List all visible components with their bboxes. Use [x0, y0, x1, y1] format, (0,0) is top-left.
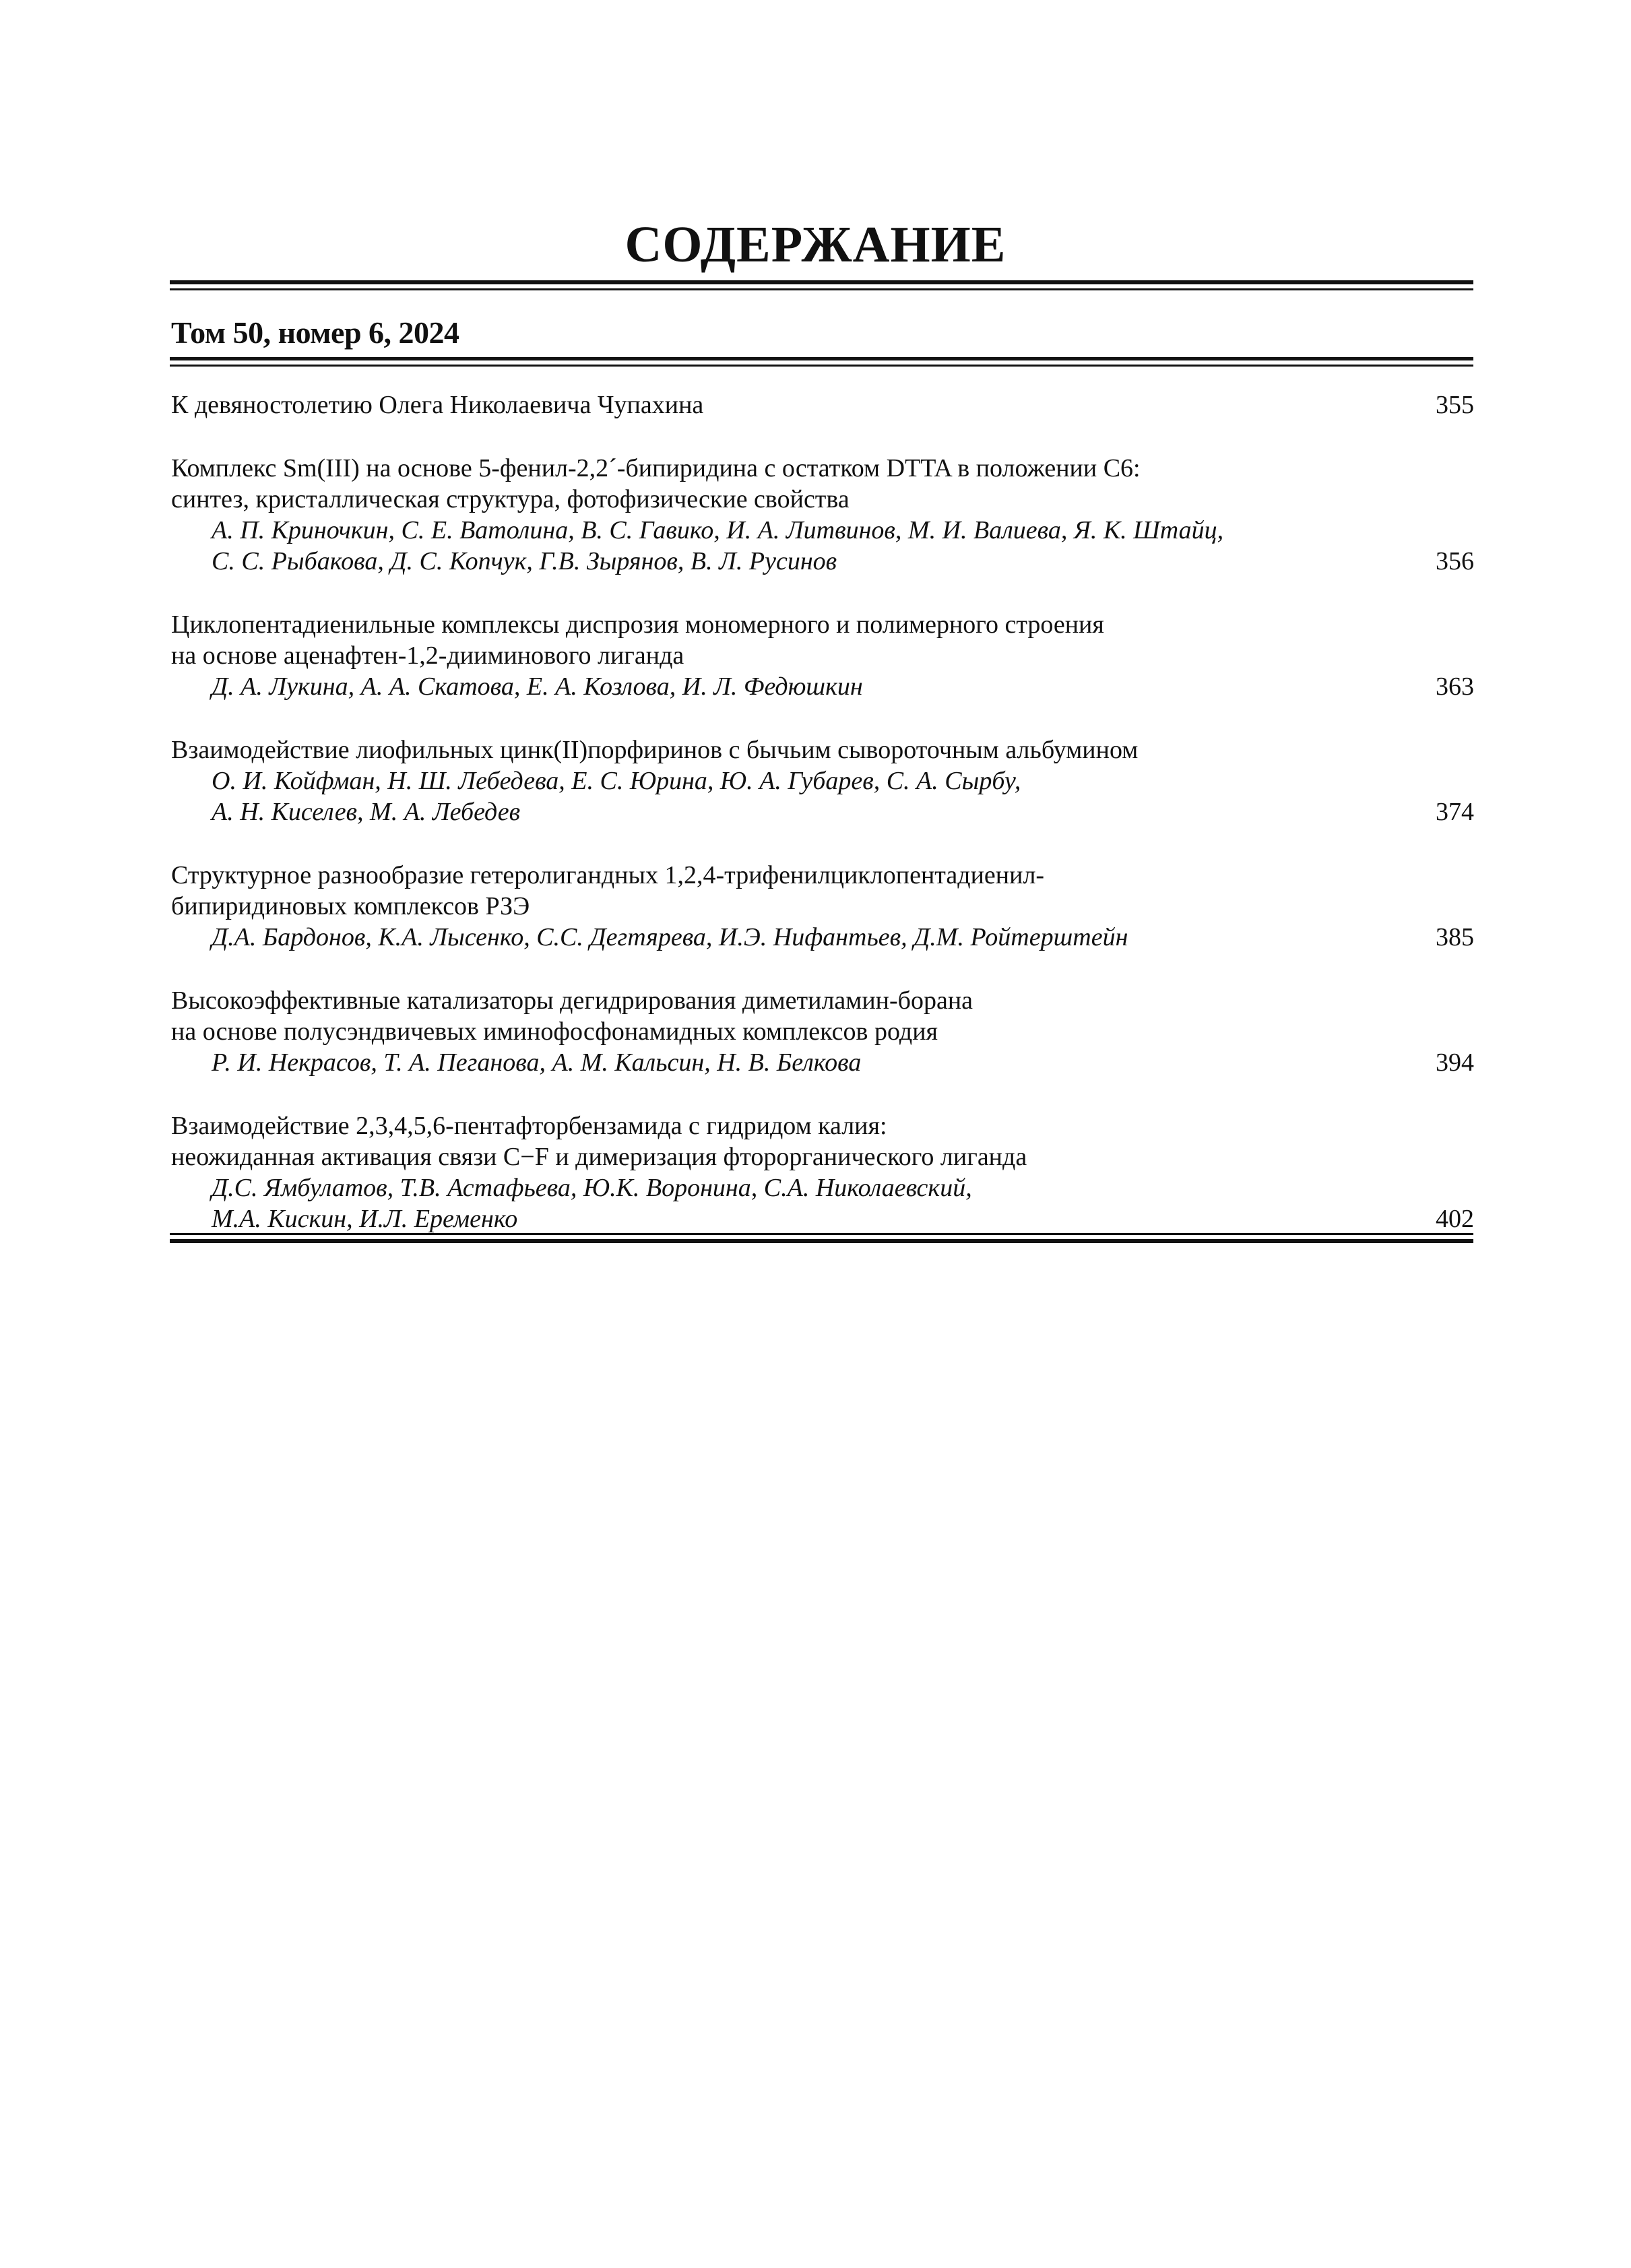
toc-entry[interactable] — [171, 734, 1474, 827]
article-title-line: Высокоэффективные катализаторы дегидрирования диметиламин-борана — [171, 986, 973, 1015]
article-title-line: бипиридиновых комплексов РЗЭ — [171, 892, 530, 920]
page-number: 374 — [1436, 798, 1474, 826]
article-authors-line: Р. И. Некрасов, Т. А. Пеганова, А. М. Кальсин, Н. В. Белкова — [212, 1048, 862, 1077]
issue-rule-thick — [170, 357, 1473, 360]
bottom-rule-thin — [170, 1233, 1473, 1235]
article-title-line: Комплекс Sm(III) на основе 5-фенил-2,2´-бипиридина с остатком DTTA в положении C6: — [171, 454, 1141, 482]
article-title-line: Взаимодействие 2,3,4,5,6-пентафторбензамида с гидридом калия: — [171, 1112, 887, 1140]
page-number: 363 — [1436, 672, 1474, 701]
article-title-line: Структурное разнообразие гетеролигандных 1,2,4-трифенилциклопентадиенил- — [171, 861, 1045, 889]
article-authors-line: А. Н. Киселев, М. А. Лебедев — [212, 798, 521, 826]
toc-entry[interactable] — [171, 985, 1474, 1078]
toc-entry[interactable] — [171, 860, 1474, 953]
article-title-line: Взаимодействие лиофильных цинк(II)порфиринов с бычьим сывороточным альбумином — [171, 736, 1139, 764]
article-title-line: Циклопентадиенильные комплексы диспрозия мономерного и полимерного строения — [171, 610, 1104, 639]
toc-entry[interactable] — [171, 609, 1474, 702]
contents-list — [171, 389, 1474, 1234]
article-title-line: синтез, кристаллическая структура, фотофизические свойства — [171, 485, 850, 513]
page-number: 356 — [1436, 547, 1474, 575]
page-title: СОДЕРЖАНИЕ — [625, 216, 1006, 273]
issue-heading: Том 50, номер 6, 2024 — [171, 315, 459, 350]
article-title-line: на основе аценафтен-1,2-дииминового лиганда — [171, 641, 684, 670]
article-authors-line: Д.С. Ямбулатов, Т.В. Астафьева, Ю.К. Воронина, С.А. Николаевский, — [212, 1174, 972, 1202]
page-number: 394 — [1436, 1048, 1474, 1077]
article-authors-line: А. П. Криночкин, С. Е. Ватолина, В. С. Гавико, И. А. Литвинов, М. И. Валиева, Я. К. Штайц, — [212, 516, 1224, 544]
toc-entry[interactable] — [171, 1110, 1474, 1234]
page-number: 355 — [1436, 391, 1474, 419]
title-rule-thick — [170, 280, 1473, 284]
article-title-line: неожиданная активация связи C−F и димеризация фторорганического лиганда — [171, 1143, 1027, 1171]
article-title-line: на основе полусэндвичевых иминофосфонамидных комплексов родия — [171, 1017, 938, 1046]
article-authors-line: С. С. Рыбакова, Д. С. Копчук, Г.В. Зырянов, В. Л. Русинов — [212, 547, 837, 575]
toc-entry[interactable] — [171, 389, 1474, 420]
issue-rule-thin — [170, 365, 1473, 367]
title-rule-thin — [170, 288, 1473, 290]
page-number: 385 — [1436, 923, 1474, 951]
article-authors-line: М.А. Кискин, И.Л. Еременко — [212, 1205, 518, 1233]
article-authors-line: Д. А. Лукина, А. А. Скатова, Е. А. Козлова, И. Л. Федюшкин — [212, 672, 863, 701]
article-authors-line: О. И. Койфман, Н. Ш. Лебедева, Е. С. Юрина, Ю. А. Губарев, С. А. Сырбу, — [212, 767, 1021, 795]
article-authors-line: Д.А. Бардонов, К.А. Лысенко, С.С. Дегтярева, И.Э. Нифантьев, Д.М. Ройтерштейн — [212, 923, 1128, 951]
article-title-line: К девяностолетию Олега Николаевича Чупахина — [171, 391, 704, 419]
page-number: 402 — [1436, 1205, 1474, 1233]
bottom-rule-thick — [170, 1239, 1473, 1243]
toc-entry[interactable] — [171, 453, 1474, 577]
